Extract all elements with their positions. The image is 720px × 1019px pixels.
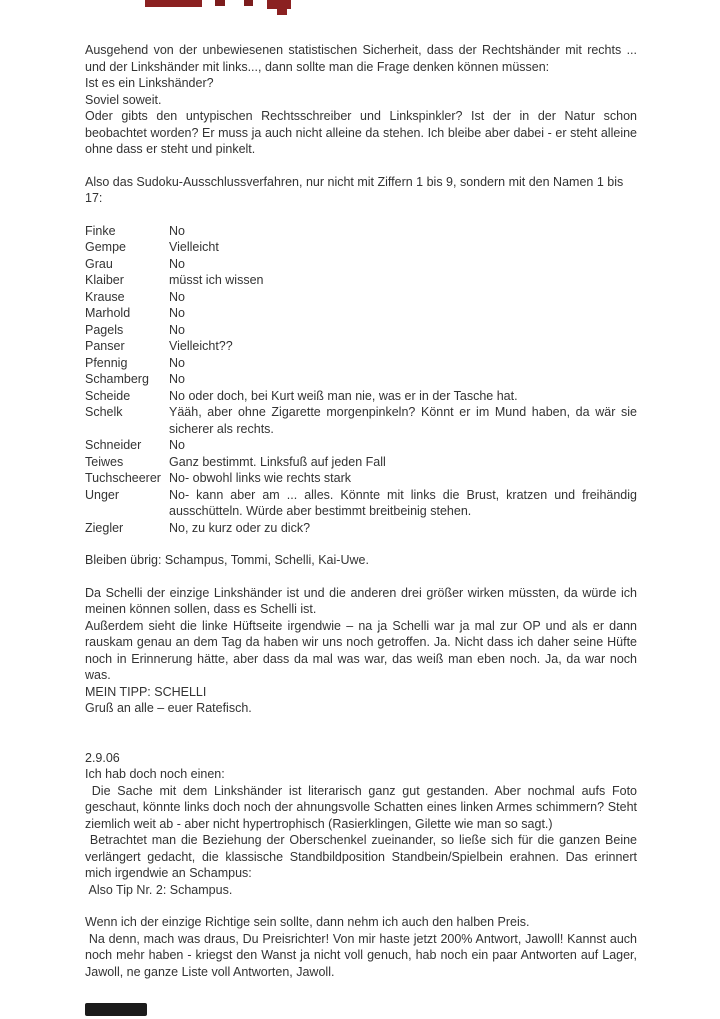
blank-line: [85, 898, 637, 914]
candidate-answer: No, zu kurz oder zu dick?: [169, 520, 311, 535]
gruss-line: Gruß an alle – euer Ratefisch.: [85, 701, 252, 715]
candidate-roster: [85, 223, 637, 537]
candidate-answer: No: [169, 306, 185, 320]
roster-row: [85, 355, 637, 372]
intro-line: Soviel soweit.: [85, 92, 162, 107]
entry-intro-line: Ich hab doch noch einen:: [85, 767, 225, 781]
intro-question-line: Ist es ein Linkshänder?: [85, 76, 214, 90]
candidate-name: Schneider: [85, 438, 142, 452]
candidate-answer: Vielleicht: [169, 240, 219, 254]
roster-row: [85, 520, 637, 537]
tip2-line: Also Tip Nr. 2: Schampus.: [85, 882, 233, 897]
entry-paragraph: Die Sache mit dem Linkshänder ist literarisch ganz gut gestanden. Aber nochmal aufs Foto geschaut, könnte links doch noch der ahnungsvolle Schatten eines linken Armes schimmern? Steht ziemlich weit ab - aber nicht hypertrophisch (Rasierklingen, Gilette wie man so sagt.): [85, 783, 641, 831]
blank-line: [85, 569, 637, 585]
roster-row: [85, 272, 637, 289]
entry-date: 2.9.06: [85, 750, 120, 765]
blank-lines: [85, 717, 637, 750]
candidate-answer: Ganz bestimmt. Linksfuß auf jeden Fall: [169, 454, 386, 469]
candidate-answer: No: [169, 355, 185, 370]
page-content: [85, 42, 641, 980]
entry-paragraph-2: Betrachtet man die Beziehung der Oberschenkel zueinander, so ließe sich für die ganzen Beine verlängert gedacht, die klassische Standbildposition Standbein/Spielbein erahnen. Das erinnert mich irgendwie an Schampus:: [85, 833, 641, 880]
candidate-answer: No oder doch, bei Kurt weiß man nie, was er in der Tasche hat.: [169, 388, 518, 403]
roster-row: [85, 437, 637, 454]
analysis-paragraph-2: Außerdem sieht die linke Hüftseite irgendwie – na ja Schelli war ja mal zur OP und als er dann rauskam genau an dem Tag da haben wir uns noch getroffen. Ja. Nicht dass ich daher seine Hüfte noch in Erinnerung hätte, aber dass da mal was war, das weiß man eben noch. Ja, da war noch was.: [85, 618, 637, 682]
candidate-name: Pagels: [85, 322, 124, 337]
cropped-text-artifact-top: [267, 0, 291, 9]
candidate-answer: Vielleicht??: [169, 339, 233, 353]
candidate-answer: No: [169, 223, 185, 238]
candidate-name: Klaiber: [85, 273, 124, 287]
candidate-name: Finke: [85, 223, 116, 238]
candidate-name: Pfennig: [85, 355, 128, 370]
roster-row: [85, 404, 637, 437]
roster-row: [85, 454, 637, 471]
blank-line: [85, 158, 637, 174]
candidate-answer: No- kann aber am ... alles. Könnte mit links die Brust, kratzen und freihändig ausschütteln. Würde aber bestimmt breitbeinig stehen.: [169, 487, 637, 518]
candidate-name: Schelk: [85, 405, 123, 419]
roster-row: [85, 388, 637, 405]
roster-row: [85, 305, 637, 322]
candidate-name: Grau: [85, 256, 113, 271]
prize-line: Wenn ich der einzige Richtige sein sollte, dann nehm ich auch den halben Preis.: [85, 915, 530, 929]
cropped-text-artifact-top: [277, 9, 287, 15]
cropped-text-artifact-top: [244, 0, 253, 6]
blank-line: [85, 536, 637, 552]
candidate-name: Ziegler: [85, 520, 124, 535]
cropped-text-artifact-top: [145, 0, 202, 7]
roster-row: [85, 487, 637, 520]
candidate-name: Unger: [85, 487, 120, 502]
roster-row: [85, 256, 637, 273]
intro-paragraph: Ausgehend von der unbewiesenen statistischen Sicherheit, dass der Rechtshänder mit rechts ... und der Linkshänder mit links..., dann sollte man die Frage denken können müssen:: [85, 43, 637, 74]
roster-row: [85, 470, 637, 487]
candidate-answer: Yääh, aber ohne Zigarette morgenpinkeln? Könnt er im Mund haben, da wär sie sicherer als rechts.: [169, 405, 637, 436]
candidate-name: Panser: [85, 339, 125, 353]
cropped-text-artifact-top: [215, 0, 225, 6]
roster-row: [85, 371, 637, 388]
candidate-answer: No: [169, 289, 185, 304]
prize-paragraph: Na denn, mach was draus, Du Preisrichter! Von mir haste jetzt 200% Antwort, Jawoll! Kannst auch noch mehr haben - kriegst den Wanst ja nicht voll genuch, hab noch ein paar Antworten auf Lager, Jawoll, ne ganze Liste voll Antworten, Jawoll.: [85, 931, 641, 979]
candidate-name: Krause: [85, 289, 125, 304]
roster-row: [85, 338, 637, 355]
sudoku-intro-line: Also das Sudoku-Ausschlussverfahren, nur nicht mit Ziffern 1 bis 9, sondern mit den Namen 1 bis 17:: [85, 174, 624, 205]
candidate-answer: No: [169, 372, 185, 386]
candidate-answer: müsst ich wissen: [169, 273, 264, 287]
roster-row: [85, 289, 637, 306]
remaining-candidates-line: Bleiben übrig: Schampus, Tommi, Schelli, Kai-Uwe.: [85, 553, 369, 567]
candidate-name: Teiwes: [85, 454, 124, 469]
analysis-paragraph: Da Schelli der einzige Linkshänder ist und die anderen drei größer wirken müssten, da würde ich meinen können sollen, dass es Schelli ist.: [85, 585, 637, 616]
candidate-answer: No: [169, 438, 185, 452]
roster-row: [85, 322, 637, 339]
cropped-text-artifact-bottom: [85, 1003, 147, 1016]
roster-row: [85, 239, 637, 256]
candidate-name: Scheide: [85, 388, 131, 403]
candidate-answer: No: [169, 322, 185, 337]
intro-paragraph-2: Oder gibts den untypischen Rechtsschreiber und Linkspinkler? Ist der in der Natur schon beobachtet worden? Er muss ja auch nicht alleine da stehen. Ich bleibe aber dabei - er steht alleine ohne dass er steht und pinkelt.: [85, 109, 637, 156]
candidate-answer: No- obwohl links wie rechts stark: [169, 471, 352, 485]
blank-line: [85, 207, 637, 223]
tipp-line: MEIN TIPP: SCHELLI: [85, 684, 207, 699]
candidate-name: Schamberg: [85, 372, 149, 386]
candidate-name: Marhold: [85, 306, 131, 320]
roster-row: [85, 223, 637, 240]
candidate-answer: No: [169, 256, 185, 271]
candidate-name: Tuchscheerer: [85, 471, 161, 485]
candidate-name: Gempe: [85, 240, 126, 254]
